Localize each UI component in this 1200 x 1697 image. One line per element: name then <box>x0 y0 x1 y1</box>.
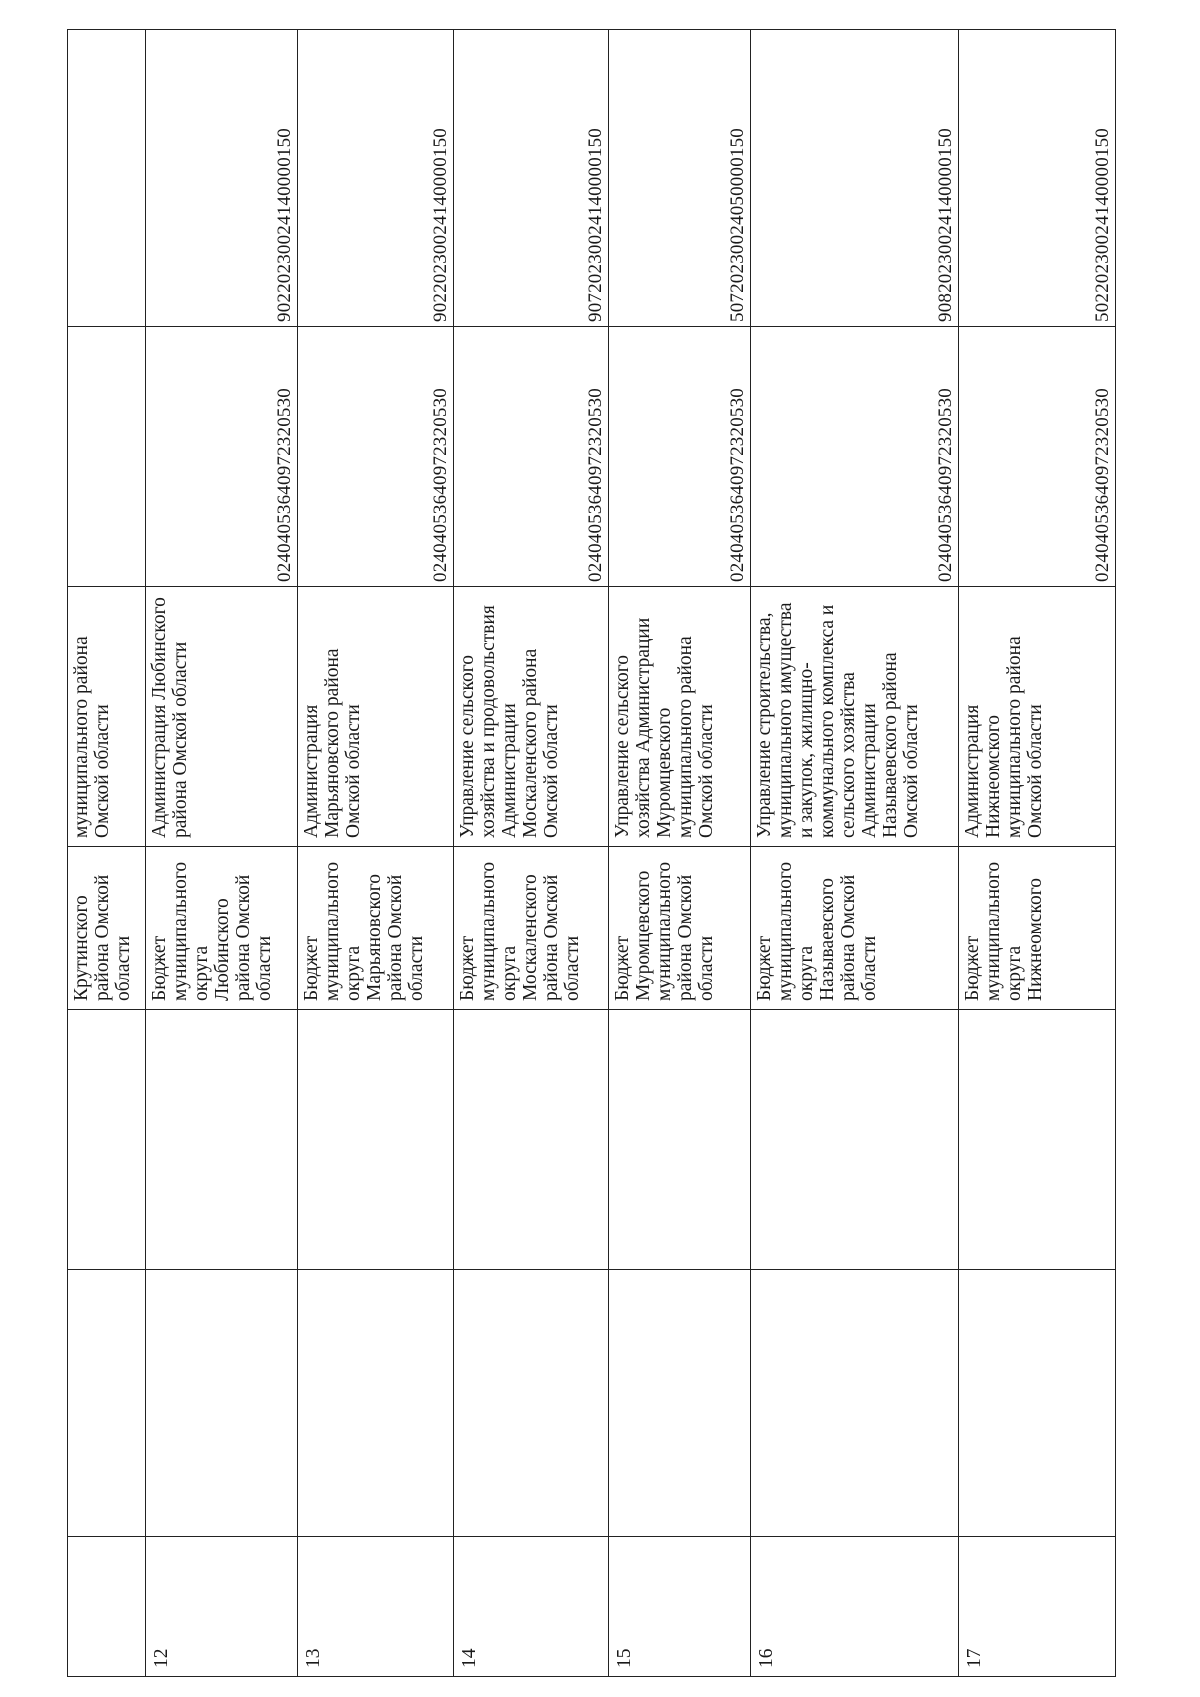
budget-name-cell: Бюджет муниципального округа Называевского района Омской области <box>751 847 959 1010</box>
budget-table <box>67 29 1116 1677</box>
table-row <box>454 30 609 1677</box>
row-number-cell: 14 <box>454 1537 609 1677</box>
blank-cell <box>68 1270 146 1537</box>
row-number-cell: 13 <box>298 1537 454 1677</box>
blank-cell <box>68 1010 146 1270</box>
blank-cell <box>454 1010 609 1270</box>
blank-cell <box>751 1010 959 1270</box>
budget-code-cell: 02404053640972320530 <box>298 327 454 587</box>
row-number-cell: 17 <box>959 1537 1116 1677</box>
budget-name-cell: Бюджет Муромцевского муниципального района Омской области <box>609 847 751 1010</box>
table-row <box>751 30 959 1677</box>
budget-code-cell: 02404053640972320530 <box>609 327 751 587</box>
table-row <box>609 30 751 1677</box>
budget-name-cell: Бюджет муниципального округа Любинского района Омской области <box>146 847 298 1010</box>
budget-name-cell: Бюджет муниципального округа Марьяновского района Омской области <box>298 847 454 1010</box>
blank-cell <box>751 1270 959 1537</box>
revenue-code-cell: 90220230024140000150 <box>298 30 454 327</box>
blank-cell <box>959 1270 1116 1537</box>
table-row <box>298 30 454 1677</box>
budget-code-cell: 02404053640972320530 <box>454 327 609 587</box>
budget-code-cell: 02404053640972320530 <box>959 327 1116 587</box>
administrator-cell: Управление строительства, муниципального имущества и закупок, жилищно-коммунального комплекса и сельского хозяйства Администрации Называевского района Омской области <box>751 587 959 847</box>
blank-cell <box>146 1010 298 1270</box>
row-number-cell: 16 <box>751 1537 959 1677</box>
administrator-cell: Администрация Марьяновского района Омской области <box>298 587 454 847</box>
revenue-code-cell: 90820230024140000150 <box>751 30 959 327</box>
administrator-cell: Управление сельского хозяйства Администрации Муромцевского муниципального района Омской области <box>609 587 751 847</box>
blank-cell <box>298 1010 454 1270</box>
row-number-cell: 15 <box>609 1537 751 1677</box>
revenue-code-cell: 50720230024050000150 <box>609 30 751 327</box>
table-row <box>959 30 1116 1677</box>
blank-cell <box>959 1010 1116 1270</box>
budget-code-cell: 02404053640972320530 <box>146 327 298 587</box>
blank-cell <box>454 1270 609 1537</box>
blank-cell <box>609 1270 751 1537</box>
budget-code-cell: 02404053640972320530 <box>751 327 959 587</box>
revenue-code-cell: 90220230024140000150 <box>146 30 298 327</box>
row-number-cell <box>68 1537 146 1677</box>
budget-name-cell: Крутинского района Омской области <box>68 847 146 1010</box>
row-number-cell: 12 <box>146 1537 298 1677</box>
table-row <box>146 30 298 1677</box>
budget-code-cell <box>68 327 146 587</box>
administrator-cell: Администрация Нижнеомского муниципального района Омской области <box>959 587 1116 847</box>
administrator-cell: муниципального района Омской области <box>68 587 146 847</box>
revenue-code-cell <box>68 30 146 327</box>
administrator-cell: Администрация Любинского района Омской области <box>146 587 298 847</box>
revenue-code-cell: 90720230024140000150 <box>454 30 609 327</box>
budget-name-cell: Бюджет муниципального округа Москаленского района Омской области <box>454 847 609 1010</box>
rotated-page <box>67 30 1115 1677</box>
blank-cell <box>298 1270 454 1537</box>
budget-name-cell: Бюджет муниципального округа Нижнеомского <box>959 847 1116 1010</box>
blank-cell <box>609 1010 751 1270</box>
revenue-code-cell: 50220230024140000150 <box>959 30 1116 327</box>
blank-cell <box>146 1270 298 1537</box>
administrator-cell: Управление сельского хозяйства и продовольствия Администрации Москаленского района Омской области <box>454 587 609 847</box>
table-row <box>68 30 146 1677</box>
